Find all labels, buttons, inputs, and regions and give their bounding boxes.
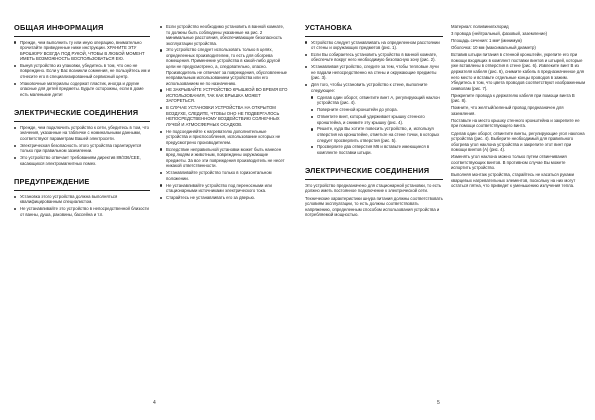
sub-list-item: Отвинтите винт, который удерживает крышку стенного кронштейна, и снимите эту крышку (рис. 4). <box>305 114 443 125</box>
paragraph: Площадь сечения: 1 мм² (минимум) <box>451 38 522 44</box>
list-item: Это устройство отвечает требованиям директив 89/336/CEE, касающихся электромагнитных помех. <box>14 155 150 166</box>
list-item: Это устройство следует использовать только в целях, определенных производителем, то есть для обогрева помещения. Применение устройства в какой-либо другой цели не предусмотрено, а, следовательно, опасно. Производитель не отвечает за повреждения, обусловленные неправильным использованием устройства или его использованием не по назначению. <box>160 47 288 86</box>
list-item: Устанавливайте устройство только в горизонтальном положении. <box>160 170 288 181</box>
list-item: Старайтесь не устанавливать его за дверью. <box>160 195 288 201</box>
left-page-column-2 <box>160 24 288 206</box>
left-page-column-1 <box>14 24 150 222</box>
general-info-list <box>14 40 150 98</box>
sub-list-item: Сделав один оборот, отвинтите винт A, регулирующий наклон устройства (рис. 4). <box>305 95 443 106</box>
list-item: Упаковочные материалы содержат пластик, иногда и другие опасные для детей предметы. Будьте осторожны, если в доме есть маленькие дети! <box>14 81 150 98</box>
list-item: В СЛУЧАЕ УСТАНОВКИ УСТРОЙСТВА НА ОТКРЫТОМ ВОЗДУХЕ, СЛЕДИТЕ, ЧТОБЫ ОНО НЕ ПОДВЕРГАЛОСЬ НЕПОСРЕДСТВЕННОМУ ВОЗДЕЙСТВИЮ СОЛНЕЧНЫХ ЛУЧЕЙ И АТМОСФЕРНЫХ ОСАДКОВ. <box>160 105 288 127</box>
electrical-connections-heading: ЭЛЕКТРИЧЕСКИЕ СОЕДИНЕНИЯ <box>14 108 139 118</box>
right-page-column-2 <box>451 24 585 190</box>
list-item: Прежде, чем выполнить ту или иную операцию, внимательно прочитайте приведенные ниже инструкции. ХРАНИТЕ ЭТУ БРОШЮРУ ВСЕГДА ПОД РУКОЙ, ЧТОБЫ В ЛЮБОЙ МОМЕНТ ИМЕТЬ ВОЗМОЖНОСТЬ ВОСПОЛЬЗОВАТЬСЯ ЕЮ. <box>14 40 150 62</box>
list-item: Устройство следует устанавливать на определенном расстоянии от стены и окружающих предметов (рис. 1). <box>305 40 443 51</box>
sub-list-item: Поверните стенной кронштейн до упора. <box>305 107 443 113</box>
page-number-right: 5 <box>437 400 440 406</box>
warning-heading: ПРЕДУПРЕЖДЕНИЕ <box>14 177 90 187</box>
paragraph: Оболочка: 10 мм (максимальный диаметр) <box>451 45 536 51</box>
list-item: Прежде, чем подключить устройство к сети, убедитесь в том, что значения, указанные на табличке с номинальными данными, соответствуют параметрам Вашей электросети. <box>14 125 150 142</box>
paragraph: Помните, что желтый/зеленый провод предназначен для заземления. <box>451 105 564 116</box>
paragraph: Вставив штыри питания в стенной кронштейн, укрепите его при помощи входящих в комплект поставки винтов и штырей, которые уже вставлены в отверстия в стене (рис. 6). Извлеките винт B из держателя кабеля (рис. 6), снимите кабель в предназначенное для него место и вставьте отдельные концы проводов в зажим. Убедитесь в том, что цвета проводов соответствуют изображенным символам (рис. 7). <box>451 52 585 91</box>
paragraph: Это устройство предназначено для стационарной установки, то есть должно иметь постоянное подключение к электрической сети. <box>305 182 442 194</box>
electrical-connections-heading-right: ЭЛЕКТРИЧЕСКИЕ СОЕДИНЕНИЯ <box>305 166 430 176</box>
right-page-column-1 <box>305 24 443 219</box>
paragraph: Сделав один оборот, отвинтите винты, регулирующие угол наклона устройства (рис. 4). Выберите необходимый для правильного обогрева угол наклона устройства и закрепите этот винт при помощи винтов (A) (рис. 4). <box>451 130 585 153</box>
warning-list <box>14 194 150 217</box>
list-item: Электрическая безопасность этого устройства гарантируется только при правильном заземлении. <box>14 143 150 154</box>
paragraph: Изменять угол наклона можно только путем отвинчивания соответствующих винтов. В противном случае Вы можете испортить устройство. <box>451 154 567 171</box>
electrical-connections-list <box>14 125 150 166</box>
list-item: НЕ ЗАКРЫВАЙТЕ УСТРОЙСТВО КРЫШКОЙ ВО ВРЕМЯ ЕГО ИСПОЛЬЗОВАНИЯ, ТАК КАК ВРЫШКА МОЖЕТ ЗАГОРЕТЬСЯ. <box>160 87 288 104</box>
list-item: Не подсоединяйте к нагревателю дополнительные устройства и приспособления, использование которых не предусмотрено производителем. <box>160 129 288 146</box>
heading-rule <box>305 36 443 37</box>
page-number-left: 4 <box>153 400 156 406</box>
heading-rule <box>305 179 443 180</box>
sub-list-item: Просверлите два отверстия M6 и вставьте имеющиеся в комплекте поставки штыри. <box>305 144 443 155</box>
paragraph: 3 провода (нейтральный, фазовый, заземление) <box>451 31 548 37</box>
list-item: Если Вы собираетесь установить устройство в ванной комнате, обеспечьте вокруг него необходимую безопасную зону (рис. 2). <box>305 52 443 63</box>
sub-list-item: Решите, куда Вы хотите повесить устройство, и, используя отверстия на кронштейне, отметьте на стене точки, в которых следует просверлить отверстия (рис. 5). <box>305 126 443 143</box>
list-item: Не устанавливайте устройство под переносными или стационарными источниками электрического тока. <box>160 183 288 194</box>
list-item: Вследствие неправильной установки может быть нанесен вред людям и животным, повреждены окружающие предметы. За все эти повреждения производитель не несет никакой ответственности. <box>160 147 288 169</box>
heading-rule <box>14 121 150 122</box>
heading-rule <box>14 36 150 37</box>
paragraph: Поставьте на место крышку стенного кронштейна и закрепите ее при помощи соответствующего винта. <box>451 117 580 129</box>
safety-list <box>160 24 288 201</box>
paragraph: Прикрепите провода к держателю кабеля при помощи винта B (рис. 8). <box>451 92 575 104</box>
list-item: Для того, чтобы установить устройство к стене, выполните следующее: <box>305 82 443 93</box>
list-item: Не устанавливайте это устройство в непосредственной близости от ванны, душа, раковины, бассейна и т.п. <box>14 206 150 217</box>
paragraph: Выполняя монтаж устройства, старайтесь не касаться руками кварцевых нагревательных элементов, поскольку на них могут остаться пятна, что приведет к уменьшению излучения тепла. <box>451 172 576 189</box>
list-item: Установка этого устройства должна выполняться квалифицированным специалистом. <box>14 194 150 205</box>
paragraph: Материал: поливинилхлорид <box>451 24 509 29</box>
list-item: Вынув устройство из упаковки, убедитесь в том, что оно не повреждено. Если у Вас возникли сомнения, не пользуйтесь им и отнесите его в специализированный сервисный центр. <box>14 63 150 80</box>
list-item: Устанавливая устройство, следите за тем, чтобы тепловые лучи не падали непосредственно на стены и окружающие предметы (рис. 3). <box>305 64 443 81</box>
installation-heading: УСТАНОВКА <box>305 23 353 32</box>
heading-rule <box>14 190 150 191</box>
installation-list <box>305 40 443 156</box>
list-item: Если устройство необходимо установить в ванной комнате, то должны быть соблюдены указанные на рис. 2 минимальные расстояния, обеспечивающие безопасность эксплуатации устройства. <box>160 24 288 46</box>
general-info-heading: ОБЩАЯ ИНФОРМАЦИЯ <box>14 23 104 32</box>
paragraph: Технические характеристики шнура питания должны соответствовать условиям эксплуатации, то есть должны соответствовать напряжению, определенным способом использования устройства и потребляемой мощностью. <box>305 195 443 218</box>
